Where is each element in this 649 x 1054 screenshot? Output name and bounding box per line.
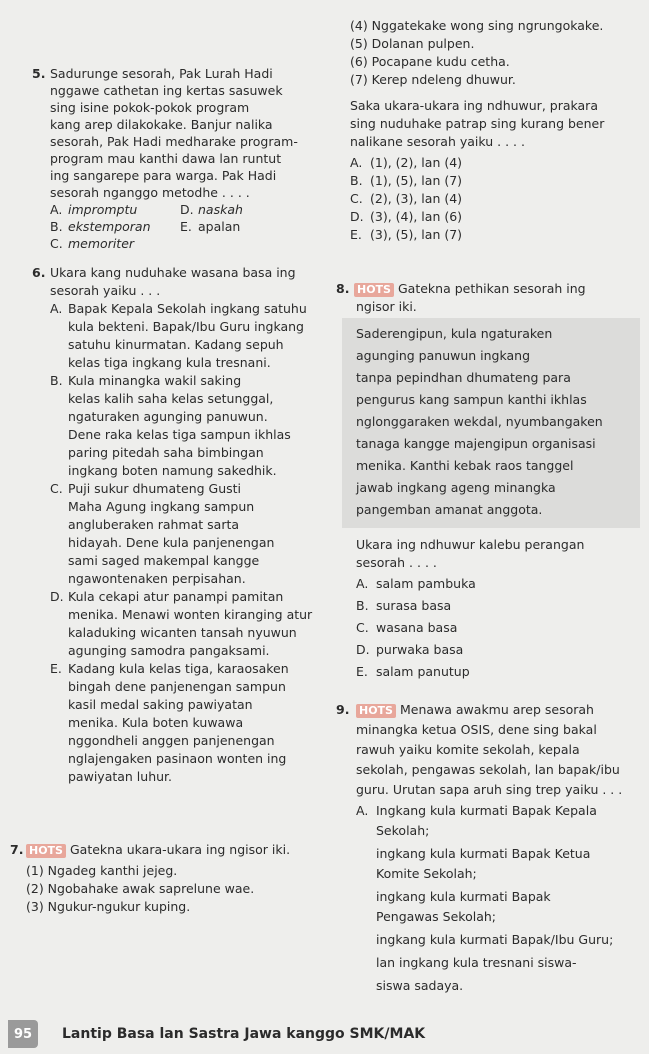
q9-stem-text: Menawa awakmu arep sesorah — [399, 702, 594, 717]
q5-stem-line: Sadurunge sesorah, Pak Lurah Hadi — [50, 66, 273, 81]
q6-option-label: B. — [50, 373, 63, 388]
q6-option-line: paring pitedah saha bimbingan — [68, 445, 264, 460]
q8-stem2-line: Ukara ing ndhuwur kalebu perangan — [356, 537, 585, 552]
q6-option-line: nggondheli anggen panjenengan — [68, 733, 275, 748]
q5-stem-line: program mau kanthi dawa lan runtut — [50, 151, 282, 166]
q7-option-text: (3), (5), lan (7) — [370, 227, 463, 242]
q9-option-line: ingkang kula kurmati Bapak/Ibu Guru; — [376, 932, 614, 947]
q7-option-text: (3), (4), lan (6) — [370, 209, 463, 224]
q6-option-line: bingah dene panjenengan sampun — [68, 679, 286, 694]
q9-stem-line: guru. Urutan sapa aruh sing trep yaiku . . . — [356, 782, 623, 797]
q8-passage-line: agunging panuwun ingkang — [356, 348, 531, 363]
q6-option-line: nglajengaken pasinaon wonten ing — [68, 751, 287, 766]
q8-option-label: E. — [356, 664, 368, 679]
q6-option-line: menika. Kula boten kuwawa — [68, 715, 244, 730]
q6-option-line: ngawontenaken perpisahan. — [68, 571, 246, 586]
q8-passage-line: tanpa pepindhan dhumateng para — [356, 370, 571, 385]
q8-passage-line: Saderengipun, kula ngaturaken — [356, 326, 553, 341]
q9-number: 9. — [336, 702, 350, 717]
q5-stem-line: sesorah nganggo metodhe . . . . — [50, 185, 250, 200]
q5-option-text: impromptu — [68, 202, 138, 217]
q8-passage-line: tanaga kangge majengipun organisasi — [356, 436, 596, 451]
q8-passage-line: pengurus kang sampun kanthi ikhlas — [356, 392, 587, 407]
q7-option-text: (2), (3), lan (4) — [370, 191, 463, 206]
q8-number: 8. — [336, 281, 350, 296]
q6-option-line: angluberaken rahmat sarta — [68, 517, 240, 532]
q8-option-text: surasa basa — [376, 598, 452, 613]
q5-stem-line: nggawe cathetan ing kertas sasuwek — [50, 83, 283, 98]
q9-option-label: A. — [356, 803, 369, 818]
q8-stem-text: Gatekna pethikan sesorah ing — [397, 281, 586, 296]
q6-option-line: menika. Menawi wonten kiranging atur — [68, 607, 313, 622]
q5-stem-line: sesorah, Pak Hadi medharake program- — [50, 134, 298, 149]
q9-option-line: Pengawas Sekolah; — [376, 909, 497, 924]
q8-stem2-line: sesorah . . . . — [356, 555, 437, 570]
q7-item: (7) Kerep ndeleng dhuwur. — [350, 72, 516, 87]
q6-option-line: pawiyatan luhur. — [68, 769, 173, 784]
q5-number: 5. — [32, 66, 46, 81]
q8-option-text: salam pambuka — [376, 576, 476, 591]
q5-option-label: A. — [50, 202, 63, 217]
q6-option-line: kaladuking wicanten tansah nyuwun — [68, 625, 297, 640]
q6-option-line: satuhu kinurmatan. Kadang sepuh — [68, 337, 284, 352]
q9-option-line: ingkang kula kurmati Bapak — [376, 889, 551, 904]
q5-option-label: D. — [180, 202, 194, 217]
q6-option-label: C. — [50, 481, 63, 496]
q9-option-line: siswa sadaya. — [376, 978, 464, 993]
q6-option-line: Puji sukur dhumateng Gusti — [68, 481, 242, 496]
q7-stem — [26, 842, 290, 858]
q5-option-text: naskah — [198, 202, 243, 217]
q7-stem2-line: Saka ukara-ukara ing ndhuwur, prakara — [350, 98, 598, 113]
q9-stem-line: rawuh yaiku komite sekolah, kepala — [356, 742, 580, 757]
q8-stem-line: ngisor iki. — [356, 299, 417, 314]
q7-stem2-line: nalikane sesorah yaiku . . . . — [350, 134, 525, 149]
q8-option-text: wasana basa — [376, 620, 458, 635]
q5-option-text: memoriter — [68, 236, 135, 251]
q7-number: 7. — [10, 842, 24, 857]
q6-stem-line: sesorah yaiku . . . — [50, 283, 161, 298]
q9-stem — [356, 702, 594, 718]
q9-stem-line: sekolah, pengawas sekolah, lan bapak/ibu — [356, 762, 620, 777]
q7-option-label: A. — [350, 155, 363, 170]
q7-item: (2) Ngobahake awak saprelune wae. — [26, 881, 255, 896]
hots-badge: HOTS — [356, 704, 396, 718]
q6-option-label: D. — [50, 589, 64, 604]
q6-option-label: A. — [50, 301, 63, 316]
q5-option-text: apalan — [198, 219, 241, 234]
q7-option-text: (1), (2), lan (4) — [370, 155, 463, 170]
q9-option-line: Ingkang kula kurmati Bapak Kepala — [376, 803, 597, 818]
q9-stem-line: minangka ketua OSIS, dene sing bakal — [356, 722, 597, 737]
q6-option-line: Kadang kula kelas tiga, karaosaken — [68, 661, 289, 676]
q6-option-line: hidayah. Dene kula panjenengan — [68, 535, 275, 550]
footer-book-title: Lantip Basa lan Sastra Jawa kanggo SMK/MAK — [62, 1026, 426, 1042]
page-number: 95 — [8, 1020, 38, 1048]
q5-stem-line: sing isine pokok-pokok program — [50, 100, 250, 115]
q6-option-line: Kula cekapi atur panampi pamitan — [68, 589, 284, 604]
q9-option-line: Komite Sekolah; — [376, 866, 477, 881]
q7-item: (5) Dolanan pulpen. — [350, 36, 475, 51]
q6-number: 6. — [32, 265, 46, 280]
q6-option-line: kasil medal saking pawiyatan — [68, 697, 253, 712]
q9-option-line: Sekolah; — [376, 823, 430, 838]
hots-badge: HOTS — [26, 844, 66, 858]
q6-option-line: agunging samodra pangaksami. — [68, 643, 270, 658]
q7-item: (1) Ngadeg kanthi jejeg. — [26, 863, 178, 878]
q7-option-text: (1), (5), lan (7) — [370, 173, 463, 188]
q6-option-line: kula bekteni. Bapak/Ibu Guru ingkang — [68, 319, 304, 334]
q6-option-line: kelas tiga ingkang kula tresnani. — [68, 355, 271, 370]
q9-option-line: ingkang kula kurmati Bapak Ketua — [376, 846, 591, 861]
q6-option-line: Dene raka kelas tiga sampun ikhlas — [68, 427, 291, 442]
q5-option-label: C. — [50, 236, 63, 251]
q5-stem-line: ing sangarepe para warga. Pak Hadi — [50, 168, 277, 183]
q7-option-label: D. — [350, 209, 364, 224]
q5-option-label: E. — [180, 219, 192, 234]
q5-option-label: B. — [50, 219, 63, 234]
q8-passage-line: pangemban amanat anggota. — [356, 502, 543, 517]
q8-stem — [354, 281, 586, 297]
q8-passage-line: nglonggaraken wekdal, nyumbangaken — [356, 414, 603, 429]
q7-option-label: E. — [350, 227, 362, 242]
q8-option-label: D. — [356, 642, 370, 657]
q6-stem-line: Ukara kang nuduhake wasana basa ing — [50, 265, 296, 280]
q9-option-line: lan ingkang kula tresnani siswa- — [376, 955, 577, 970]
q8-passage-line: jawab ingkang ageng minangka — [356, 480, 556, 495]
q6-option-line: kelas kalih saha kelas setunggal, — [68, 391, 274, 406]
q6-option-line: Maha Agung ingkang sampun — [68, 499, 255, 514]
q5-stem-line: kang arep dilakokake. Banjur nalika — [50, 117, 273, 132]
q6-option-line: Kula minangka wakil saking — [68, 373, 242, 388]
q6-option-line: Bapak Kepala Sekolah ingkang satuhu — [68, 301, 307, 316]
hots-badge: HOTS — [354, 283, 394, 297]
q8-passage-line: menika. Kanthi kebak raos tanggel — [356, 458, 574, 473]
q7-option-label: B. — [350, 173, 363, 188]
q6-option-line: sami saged makempal kangge — [68, 553, 260, 568]
q7-item: (3) Ngukur-ngukur kuping. — [26, 899, 191, 914]
q7-item: (4) Nggatekake wong sing ngrungokake. — [350, 18, 604, 33]
q8-option-label: B. — [356, 598, 369, 613]
q6-option-line: ngaturaken agunging panuwun. — [68, 409, 268, 424]
q7-item: (6) Pocapane kudu cetha. — [350, 54, 510, 69]
q8-option-text: purwaka basa — [376, 642, 464, 657]
q7-option-label: C. — [350, 191, 363, 206]
q6-option-label: E. — [50, 661, 62, 676]
q8-option-text: salam panutup — [376, 664, 470, 679]
q8-option-label: A. — [356, 576, 369, 591]
q7-stem-text: Gatekna ukara-ukara ing ngisor iki. — [69, 842, 291, 857]
q8-option-label: C. — [356, 620, 369, 635]
q5-option-text: ekstemporan — [68, 219, 151, 234]
q7-stem2-line: sing nuduhake patrap sing kurang bener — [350, 116, 605, 131]
q6-option-line: ingkang boten namung sakedhik. — [68, 463, 277, 478]
